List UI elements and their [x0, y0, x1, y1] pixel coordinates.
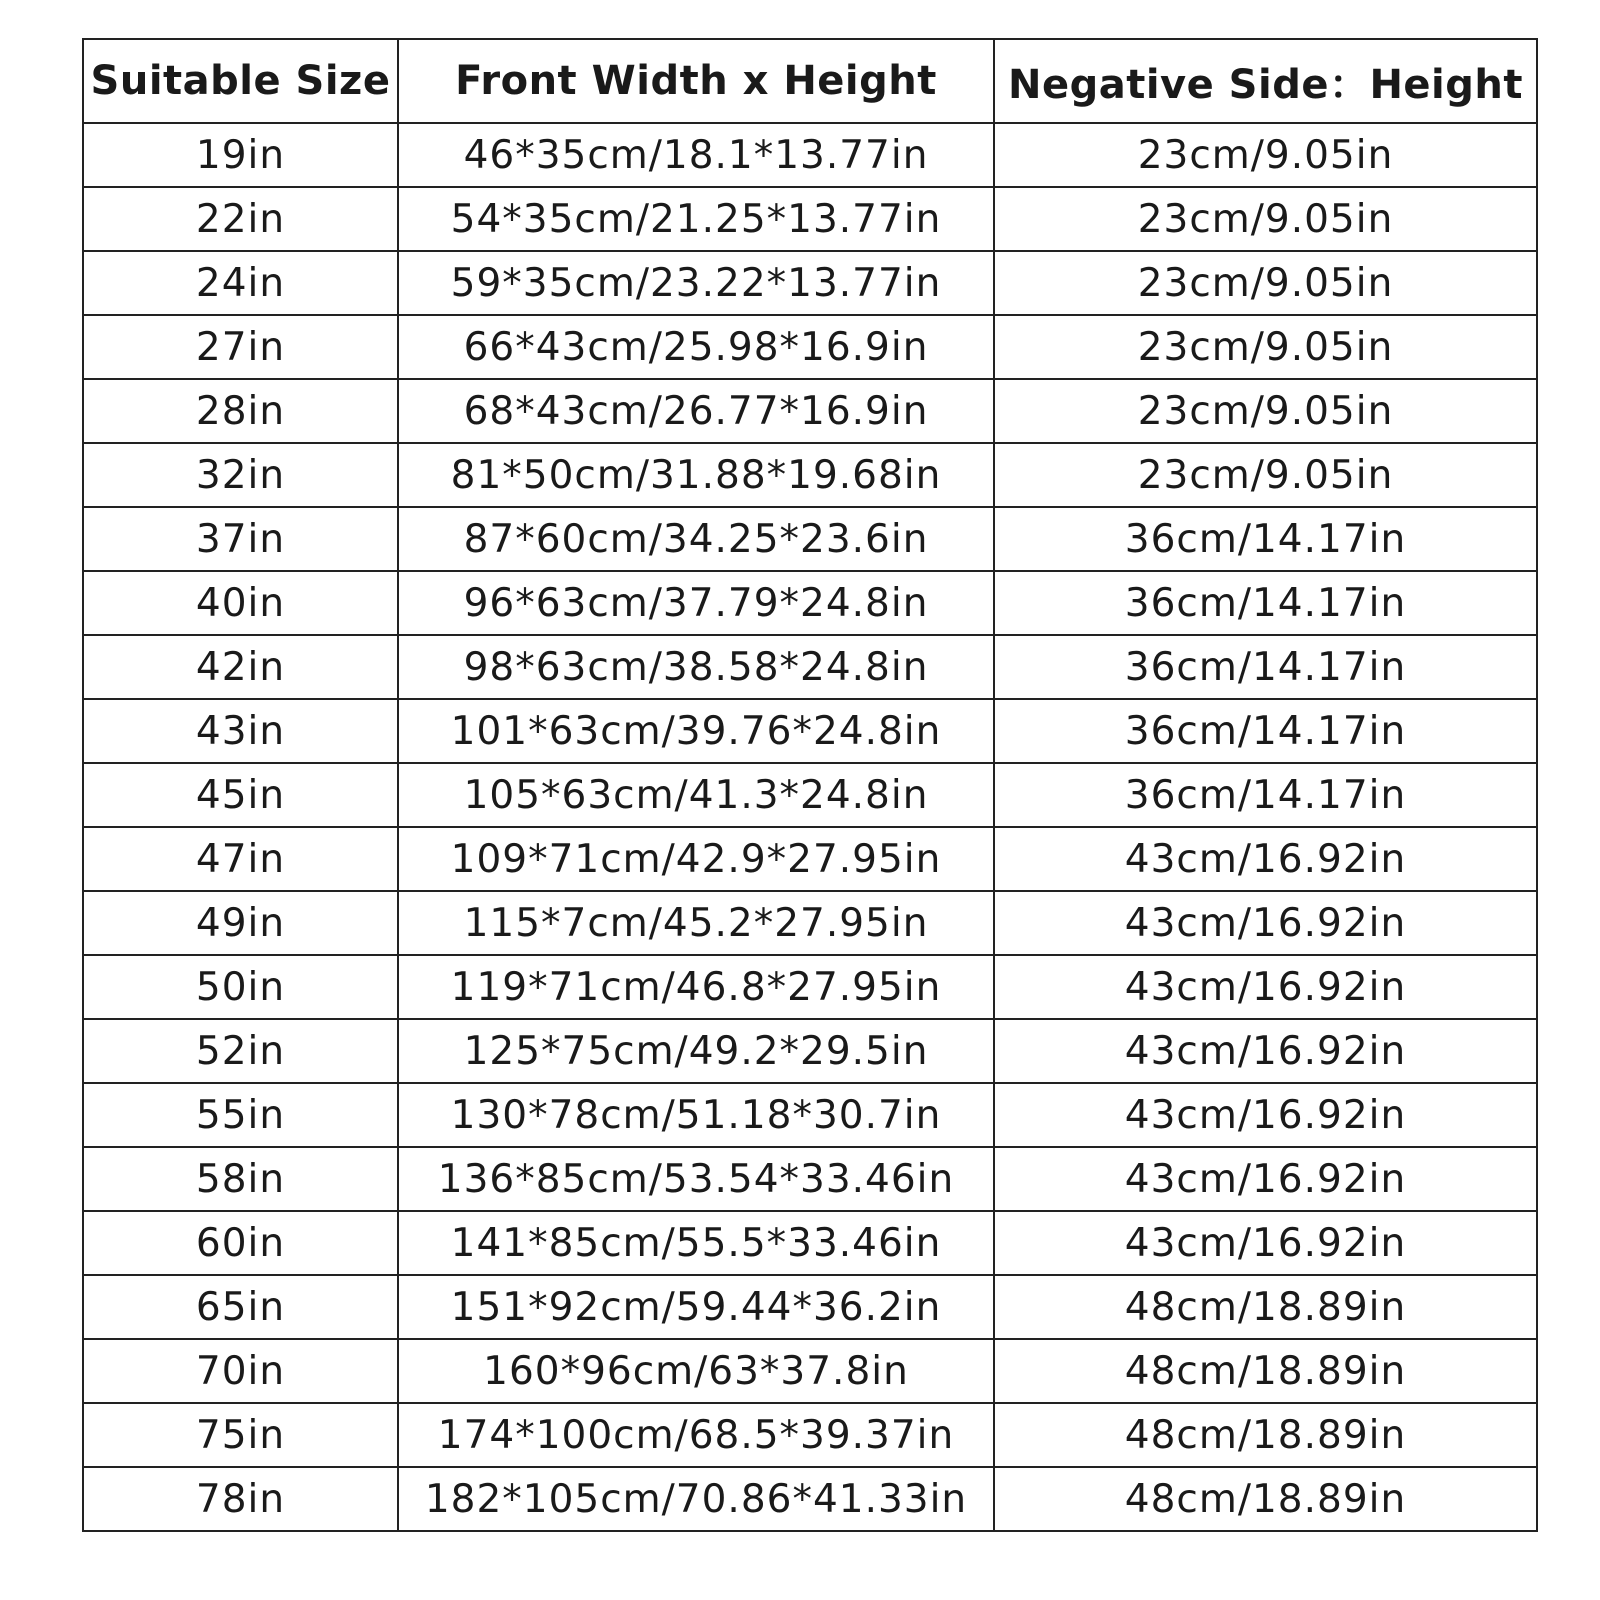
table-row	[83, 763, 1537, 827]
cell-front-dimensions: 136*85cm/53.54*33.46in	[398, 1147, 994, 1211]
header-front-width-height: Front Width x Height	[398, 39, 994, 123]
cell-front-dimensions: 115*7cm/45.2*27.95in	[398, 891, 994, 955]
cell-negative-side-height: 48cm/18.89in	[994, 1467, 1537, 1531]
cell-front-dimensions: 130*78cm/51.18*30.7in	[398, 1083, 994, 1147]
table-row	[83, 443, 1537, 507]
cell-suitable-size: 78in	[83, 1467, 398, 1531]
cell-suitable-size: 60in	[83, 1211, 398, 1275]
cell-suitable-size: 42in	[83, 635, 398, 699]
table-row	[83, 1211, 1537, 1275]
cell-suitable-size: 55in	[83, 1083, 398, 1147]
cell-negative-side-height: 48cm/18.89in	[994, 1275, 1537, 1339]
cell-front-dimensions: 125*75cm/49.2*29.5in	[398, 1019, 994, 1083]
table-row	[83, 891, 1537, 955]
table-row	[83, 379, 1537, 443]
table-row	[83, 1275, 1537, 1339]
table-row	[83, 251, 1537, 315]
cell-suitable-size: 43in	[83, 699, 398, 763]
size-table	[82, 38, 1538, 1532]
cell-negative-side-height: 43cm/16.92in	[994, 1083, 1537, 1147]
table-row	[83, 827, 1537, 891]
size-chart	[82, 38, 1536, 1532]
cell-negative-side-height: 36cm/14.17in	[994, 699, 1537, 763]
table-row	[83, 1467, 1537, 1531]
cell-front-dimensions: 96*63cm/37.79*24.8in	[398, 571, 994, 635]
cell-front-dimensions: 59*35cm/23.22*13.77in	[398, 251, 994, 315]
cell-negative-side-height: 36cm/14.17in	[994, 507, 1537, 571]
cell-suitable-size: 37in	[83, 507, 398, 571]
table-row	[83, 955, 1537, 1019]
cell-negative-side-height: 36cm/14.17in	[994, 571, 1537, 635]
table-row	[83, 699, 1537, 763]
cell-suitable-size: 49in	[83, 891, 398, 955]
cell-front-dimensions: 151*92cm/59.44*36.2in	[398, 1275, 994, 1339]
table-row	[83, 123, 1537, 187]
cell-suitable-size: 24in	[83, 251, 398, 315]
cell-front-dimensions: 46*35cm/18.1*13.77in	[398, 123, 994, 187]
cell-front-dimensions: 141*85cm/55.5*33.46in	[398, 1211, 994, 1275]
header-negative-side-height: Negative Side：Height	[994, 39, 1537, 123]
cell-front-dimensions: 119*71cm/46.8*27.95in	[398, 955, 994, 1019]
table-row	[83, 315, 1537, 379]
cell-front-dimensions: 109*71cm/42.9*27.95in	[398, 827, 994, 891]
cell-suitable-size: 65in	[83, 1275, 398, 1339]
cell-negative-side-height: 36cm/14.17in	[994, 635, 1537, 699]
cell-front-dimensions: 54*35cm/21.25*13.77in	[398, 187, 994, 251]
cell-negative-side-height: 23cm/9.05in	[994, 443, 1537, 507]
header-suitable-size: Suitable Size	[83, 39, 398, 123]
cell-front-dimensions: 98*63cm/38.58*24.8in	[398, 635, 994, 699]
cell-suitable-size: 75in	[83, 1403, 398, 1467]
cell-suitable-size: 50in	[83, 955, 398, 1019]
cell-suitable-size: 40in	[83, 571, 398, 635]
table-row	[83, 187, 1537, 251]
table-row	[83, 507, 1537, 571]
cell-negative-side-height: 23cm/9.05in	[994, 379, 1537, 443]
table-row	[83, 635, 1537, 699]
cell-suitable-size: 58in	[83, 1147, 398, 1211]
cell-front-dimensions: 81*50cm/31.88*19.68in	[398, 443, 994, 507]
table-row	[83, 1147, 1537, 1211]
cell-negative-side-height: 43cm/16.92in	[994, 1211, 1537, 1275]
cell-suitable-size: 47in	[83, 827, 398, 891]
cell-negative-side-height: 48cm/18.89in	[994, 1339, 1537, 1403]
table-row	[83, 1083, 1537, 1147]
cell-suitable-size: 28in	[83, 379, 398, 443]
cell-front-dimensions: 174*100cm/68.5*39.37in	[398, 1403, 994, 1467]
cell-negative-side-height: 43cm/16.92in	[994, 1147, 1537, 1211]
header-row	[83, 39, 1537, 123]
cell-front-dimensions: 66*43cm/25.98*16.9in	[398, 315, 994, 379]
cell-front-dimensions: 182*105cm/70.86*41.33in	[398, 1467, 994, 1531]
cell-suitable-size: 32in	[83, 443, 398, 507]
cell-negative-side-height: 23cm/9.05in	[994, 251, 1537, 315]
cell-suitable-size: 27in	[83, 315, 398, 379]
cell-suitable-size: 70in	[83, 1339, 398, 1403]
cell-negative-side-height: 23cm/9.05in	[994, 187, 1537, 251]
cell-front-dimensions: 101*63cm/39.76*24.8in	[398, 699, 994, 763]
cell-negative-side-height: 43cm/16.92in	[994, 891, 1537, 955]
cell-suitable-size: 19in	[83, 123, 398, 187]
cell-suitable-size: 22in	[83, 187, 398, 251]
table-row	[83, 571, 1537, 635]
cell-front-dimensions: 105*63cm/41.3*24.8in	[398, 763, 994, 827]
cell-negative-side-height: 43cm/16.92in	[994, 1019, 1537, 1083]
cell-negative-side-height: 23cm/9.05in	[994, 123, 1537, 187]
table-row	[83, 1339, 1537, 1403]
cell-front-dimensions: 160*96cm/63*37.8in	[398, 1339, 994, 1403]
cell-negative-side-height: 48cm/18.89in	[994, 1403, 1537, 1467]
cell-suitable-size: 52in	[83, 1019, 398, 1083]
cell-suitable-size: 45in	[83, 763, 398, 827]
cell-front-dimensions: 87*60cm/34.25*23.6in	[398, 507, 994, 571]
cell-negative-side-height: 36cm/14.17in	[994, 763, 1537, 827]
cell-negative-side-height: 43cm/16.92in	[994, 955, 1537, 1019]
cell-front-dimensions: 68*43cm/26.77*16.9in	[398, 379, 994, 443]
cell-negative-side-height: 23cm/9.05in	[994, 315, 1537, 379]
cell-negative-side-height: 43cm/16.92in	[994, 827, 1537, 891]
table-row	[83, 1403, 1537, 1467]
table-row	[83, 1019, 1537, 1083]
